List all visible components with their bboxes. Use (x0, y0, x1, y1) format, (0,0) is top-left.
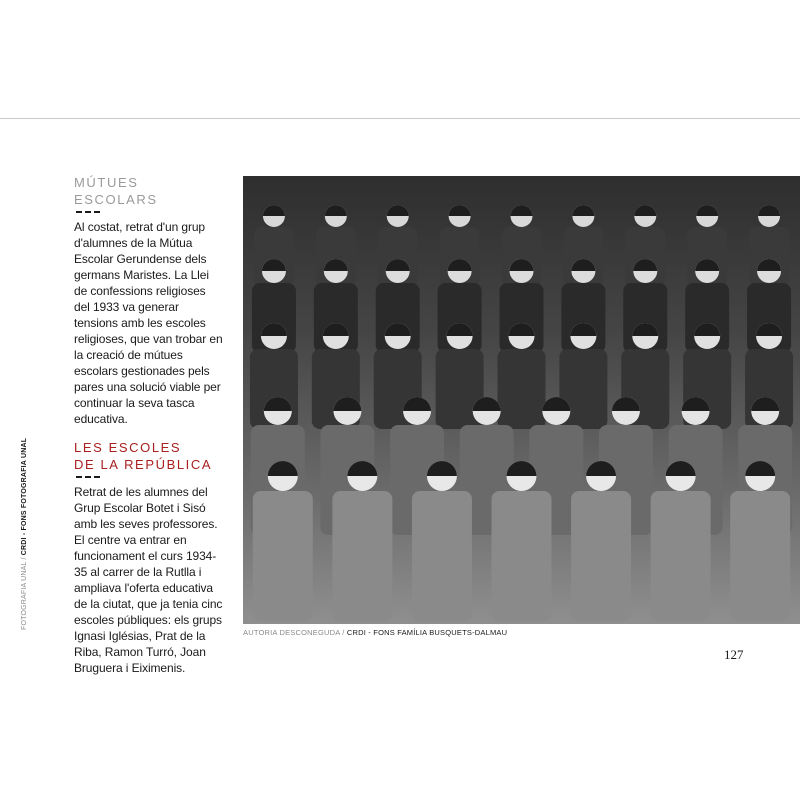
figure-body (498, 349, 546, 429)
photo-credit-archive: CRDI - FONS FAMÍLIA BUSQUETS-DALMAU (346, 628, 508, 637)
section-body-mutues: Al costat, retrat d'un grup d'alumnes de la Mútua Escolar Gerundense dels germans Maristes. La Llei de confessions religioses del 1933 va generar tensions amb les escoles religioses, que van trobar en la creació de mútues escolars gestionades pels pares una solució viable per continuar la seva tasca educativa. (74, 220, 223, 426)
side-photo-credit (21, 438, 28, 630)
heading-dash (76, 211, 100, 213)
heading-dash (76, 476, 100, 478)
figure-body (253, 491, 313, 621)
class-group-photo (243, 176, 800, 624)
side-credit-archive: CRDI - FONS FOTOGRAFIA UNAL (21, 437, 28, 556)
figure-body (651, 491, 711, 621)
figure-body (571, 491, 631, 621)
section-body-escoles: Retrat de les alumnes del Grup Escolar Botet i Sisó amb les seves professores. El centre va entrar en funcionament el curs 1934-35 al carrer de la Rutlla i ampliava l'oferta educativa de la ciutat, que ja tenia cinc escoles públiques: els grups Ignasi Iglésias, Prat de la Riba, Ramon Turró, Joan Bruguera i Eiximenis. (74, 485, 223, 675)
photo-illustration (243, 176, 800, 624)
figure-body (492, 491, 552, 621)
figure-body (332, 491, 392, 621)
side-credit-author: FOTOGRAFIA UNAL / (21, 557, 28, 630)
top-divider (0, 118, 800, 119)
section-heading-mutues: MÚTUES ESCOLARS (74, 175, 158, 207)
photo-credit (243, 628, 507, 637)
section-heading-escoles: LES ESCOLES DE LA REPÚBLICA (74, 440, 213, 472)
photo-credit-author: AUTORIA DESCONEGUDA / (243, 628, 345, 637)
text-column (74, 174, 224, 688)
figure-body (730, 491, 790, 621)
page-number: 127 (724, 647, 744, 662)
figure-body (412, 491, 472, 621)
